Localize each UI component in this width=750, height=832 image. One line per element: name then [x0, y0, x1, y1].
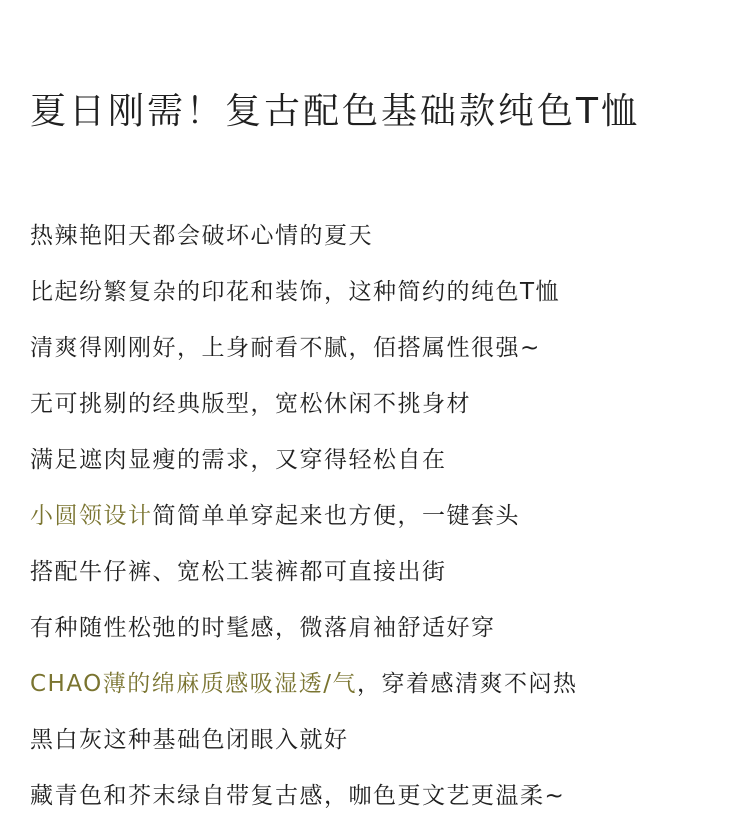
highlight-text: 小圆领设计: [30, 503, 153, 529]
description-line: [30, 272, 730, 328]
highlight-text: CHAO薄的绵麻质感吸湿透/气: [30, 671, 358, 697]
description-line: [30, 440, 730, 496]
description-lines: [30, 216, 730, 832]
description-line: [30, 776, 730, 832]
description-line: [30, 552, 730, 608]
description-line: [30, 216, 730, 272]
line-text: 比起纷繁复杂的印花和装饰，这种简约的纯色T恤: [30, 279, 561, 305]
description-line: [30, 664, 730, 720]
description-line: [30, 496, 730, 552]
line-text: 清爽得刚刚好，上身耐看不腻，佰搭属性很强~: [30, 335, 541, 361]
description-line: [30, 720, 730, 776]
page-title: 夏日刚需！复古配色基础款纯色T恤: [30, 91, 640, 132]
description-line: [30, 328, 730, 384]
line-text: 热辣艳阳天都会破坏心情的夏天: [30, 223, 373, 249]
line-text: 无可挑剔的经典版型，宽松休闲不挑身材: [30, 391, 471, 417]
line-text: 黑白灰这种基础色闭眼入就好: [30, 727, 349, 753]
line-text: 简简单单穿起来也方便，一键套头: [152, 503, 520, 529]
description-line: [30, 384, 730, 440]
line-text: 有种随性松弛的时髦感，微落肩袖舒适好穿: [30, 615, 496, 641]
line-text: 藏青色和芥末绿自带复古感，咖色更文艺更温柔~: [30, 783, 566, 809]
line-text: 满足遮肉显瘦的需求，又穿得轻松自在: [30, 447, 447, 473]
description-line: [30, 608, 730, 664]
line-text: 搭配牛仔裤、宽松工装裤都可直接出街: [30, 559, 447, 585]
line-text: ，穿着感清爽不闷热: [357, 671, 578, 697]
